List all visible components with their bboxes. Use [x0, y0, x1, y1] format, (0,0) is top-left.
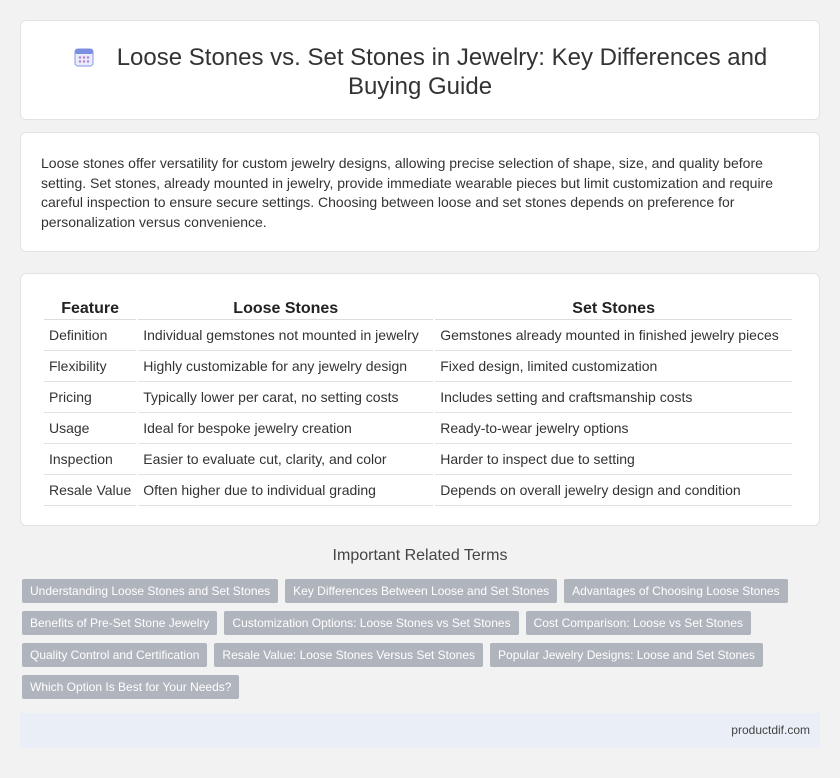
table-row — [44, 475, 792, 506]
related-tag[interactable]: Which Option Is Best for Your Needs? — [22, 675, 239, 699]
related-tag[interactable]: Popular Jewelry Designs: Loose and Set Stones — [490, 643, 763, 667]
related-tag[interactable]: Understanding Loose Stones and Set Stones — [22, 579, 278, 603]
related-tag[interactable]: Quality Control and Certification — [22, 643, 207, 667]
table-cell: Ideal for bespoke jewelry creation — [138, 413, 433, 444]
table-cell: Easier to evaluate cut, clarity, and color — [138, 444, 433, 475]
related-tag[interactable]: Cost Comparison: Loose vs Set Stones — [526, 611, 751, 635]
table-row — [44, 351, 792, 382]
table-cell: Flexibility — [44, 351, 136, 382]
table-cell: Gemstones already mounted in finished jewelry pieces — [435, 320, 792, 351]
calendar-icon — [73, 46, 95, 68]
table-cell: Harder to inspect due to setting — [435, 444, 792, 475]
table-cell: Often higher due to individual grading — [138, 475, 433, 506]
table-row — [44, 320, 792, 351]
table-cell: Ready-to-wear jewelry options — [435, 413, 792, 444]
table-cell: Inspection — [44, 444, 136, 475]
table-row — [44, 382, 792, 413]
table-cell: Definition — [44, 320, 136, 351]
table-cell: Depends on overall jewelry design and condition — [435, 475, 792, 506]
page-title-text: Loose Stones vs. Set Stones in Jewelry: Key Differences and Buying Guide — [116, 44, 768, 100]
header-loose-stones: Loose Stones — [138, 294, 433, 320]
header-set-stones: Set Stones — [435, 294, 792, 320]
table-cell: Includes setting and craftsmanship costs — [435, 382, 792, 413]
related-tag[interactable]: Advantages of Choosing Loose Stones — [564, 579, 787, 603]
table-cell: Individual gemstones not mounted in jewelry — [138, 320, 433, 351]
site-link[interactable]: productdif.com — [731, 723, 810, 737]
comparison-card — [20, 273, 820, 526]
footer — [20, 713, 820, 748]
intro-card — [20, 132, 820, 252]
page-title — [21, 43, 819, 101]
table-header-row — [44, 294, 792, 320]
related-tag[interactable]: Key Differences Between Loose and Set Stones — [285, 579, 557, 603]
table-cell: Typically lower per carat, no setting costs — [138, 382, 433, 413]
table-cell: Resale Value — [44, 475, 136, 506]
related-terms-tags — [22, 579, 818, 699]
table-cell: Usage — [44, 413, 136, 444]
comparison-table — [42, 294, 794, 506]
related-tag[interactable]: Customization Options: Loose Stones vs Set Stones — [224, 611, 518, 635]
intro-paragraph: Loose stones offer versatility for custom jewelry designs, allowing precise selection of shape, size, and quality before setting. Set stones, already mounted in jewelry, provide immediate wearable pieces but limit customization and require careful inspection to ensure secure settings. Choosing between loose and set stones depends on preference for personalization versus convenience. — [41, 155, 773, 230]
related-tag[interactable]: Resale Value: Loose Stones Versus Set Stones — [214, 643, 483, 667]
related-terms-title: Important Related Terms — [332, 547, 508, 564]
table-row — [44, 413, 792, 444]
table-cell: Highly customizable for any jewelry design — [138, 351, 433, 382]
table-cell: Pricing — [44, 382, 136, 413]
table-cell: Fixed design, limited customization — [435, 351, 792, 382]
header-feature: Feature — [44, 294, 136, 320]
title-card — [20, 20, 820, 120]
table-row — [44, 444, 792, 475]
related-tag[interactable]: Benefits of Pre-Set Stone Jewelry — [22, 611, 217, 635]
